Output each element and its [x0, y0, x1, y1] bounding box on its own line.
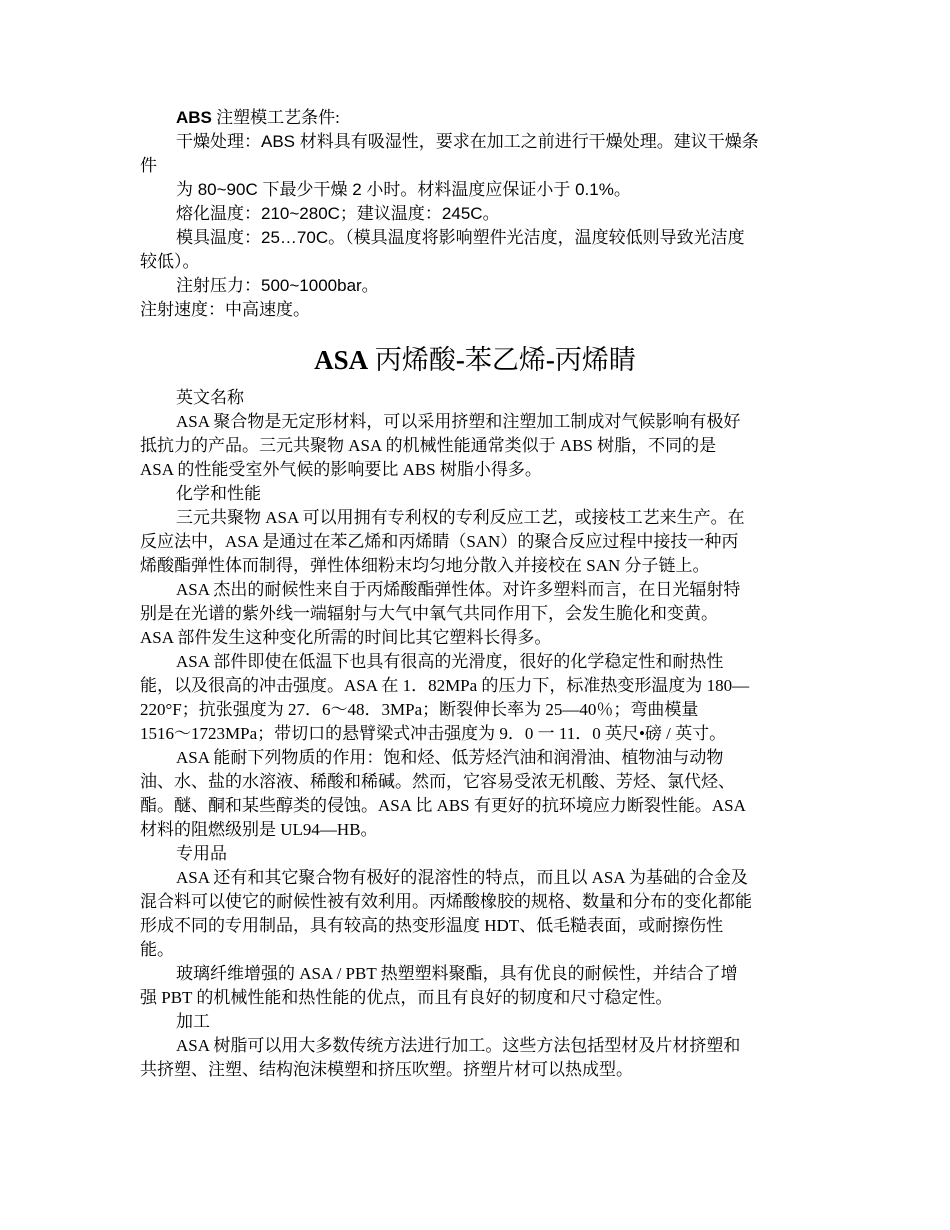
paragraph-line: 反应法中，ASA 是通过在苯乙烯和丙烯睛（SAN）的聚合反应过程中接技一种丙 [140, 532, 739, 551]
paragraph-line: 材料的阻燃级别是 UL94—HB。 [140, 820, 378, 839]
title-part: - [545, 345, 555, 375]
paragraph-line: 抵抗力的产品。三元共聚物 ASA 的机械性能通常类似于 ABS 树脂，不同的是 [140, 436, 717, 455]
title-part: 丙烯酸 [368, 345, 456, 375]
paragraph-line: 酯。醚、酮和某些醇类的侵蚀。ASA 比 ABS 有更好的抗环境应力断裂性能。ASA [140, 796, 746, 815]
abs-heading [140, 106, 816, 130]
paragraph-line: ASA 部件发生这种变化所需的时间比其它塑料长得多。 [140, 628, 552, 647]
paragraph-line: 共挤塑、注塑、结构泡沫模塑和挤压吹塑。挤塑片材可以热成型。 [140, 1060, 633, 1079]
abs-line: 较低）。 [140, 252, 200, 271]
title-part: - [455, 345, 465, 375]
paragraph-line: 混合料可以使它的耐候性被有效利用。丙烯酸橡胶的规格、数量和分布的变化都能 [140, 892, 752, 911]
paragraph-line: ASA 的性能受室外气候的影响要比 ABS 树脂小得多。 [140, 460, 542, 479]
abs-line: 为 80~90C 下最少干燥 2 小时。材料温度应保证小于 0.1%。 [176, 180, 631, 199]
abs-line: 熔化温度：210~280C；建议温度：245C。 [176, 204, 500, 223]
paragraph-line: 玻璃纤维增强的 ASA / PBT 热塑塑料聚酯，具有优良的耐候性，并结合了增 [176, 964, 738, 983]
paragraph-line: 能，以及很高的冲击强度。ASA 在 1．82MPa 的压力下，标准热变形温度为 180— [140, 676, 750, 695]
paragraph-line: ASA 聚合物是无定形材料，可以采用挤塑和注塑加工制成对气候影响有极好 [176, 412, 741, 431]
title-part: 苯乙烯 [464, 345, 546, 375]
title-part: ASA [314, 345, 369, 375]
page-title [0, 340, 950, 380]
paragraph-line: 强 PBT 的机械性能和热性能的优点，而且有良好的韧度和尺寸稳定性。 [140, 988, 673, 1007]
paragraph-line: 1516～1723MPa；带切口的悬臂梁式冲击强度为 9．0 一 11．0 英尺•磅 / 英寸。 [140, 724, 727, 743]
abs-heading-text: 注塑模工艺条件: [211, 108, 340, 127]
abs-line: 干燥处理：ABS 材料具有吸湿性，要求在加工之前进行干燥处理。建议干燥条 [176, 132, 759, 151]
asa-section [140, 386, 816, 1082]
paragraph-line: 220°F；抗张强度为 27．6～48．3MPa；断裂伸长率为 25—40％；弯曲模量 [140, 700, 699, 719]
section-heading: 加工 [176, 1012, 210, 1031]
paragraph-line: ASA 还有和其它聚合物有极好的混溶性的特点，而且以 ASA 为基础的合金及 [176, 868, 748, 887]
section-heading: 专用品 [176, 844, 227, 863]
abs-line: 模具温度：25…70C。（模具温度将影响塑件光洁度，温度较低则导致光洁度 [176, 228, 745, 247]
paragraph-line: 能。 [140, 940, 174, 959]
paragraph-line: 油、水、盐的水溶液、稀酸和稀碱。然而，它容易受浓无机酸、芳烃、氯代烃、 [140, 772, 735, 791]
abs-heading-bold: ABS [176, 108, 212, 127]
paragraph-line: 别是在光谱的紫外线一端辐射与大气中氧气共同作用下，会发生脆化和变黄。 [140, 604, 718, 623]
paragraph-line: ASA 能耐下列物质的作用：饱和烃、低芳烃汽油和润滑油、植物油与动物 [176, 748, 724, 767]
title-part: 丙烯睛 [554, 345, 636, 375]
abs-line: 件 [140, 156, 157, 175]
paragraph-line: 三元共聚物 ASA 可以用拥有专利权的专利反应工艺，或接枝工艺来生产。在 [176, 508, 745, 527]
paragraph-line: 形成不同的专用制品，具有较高的热变形温度 HDT、低毛糙表面，或耐擦伤性 [140, 916, 724, 935]
section-heading: 化学和性能 [176, 484, 261, 503]
section-heading: 英文名称 [176, 388, 244, 407]
abs-line: 注射压力：500~1000bar。 [176, 276, 379, 295]
paragraph-line: 烯酸酯弹性体而制得，弹性体细粉末均匀地分散入并接校在 SAN 分子链上。 [140, 556, 710, 575]
abs-section [140, 106, 816, 322]
abs-line: 注射速度：中高速度。 [140, 300, 310, 319]
paragraph-line: ASA 部件即使在低温下也具有很高的光滑度，很好的化学稳定性和耐热性 [176, 652, 724, 671]
paragraph-line: ASA 树脂可以用大多数传统方法进行加工。这些方法包括型材及片材挤塑和 [176, 1036, 741, 1055]
paragraph-line: ASA 杰出的耐候性来自于丙烯酸酯弹性体。对许多塑料而言，在日光辐射特 [176, 580, 741, 599]
